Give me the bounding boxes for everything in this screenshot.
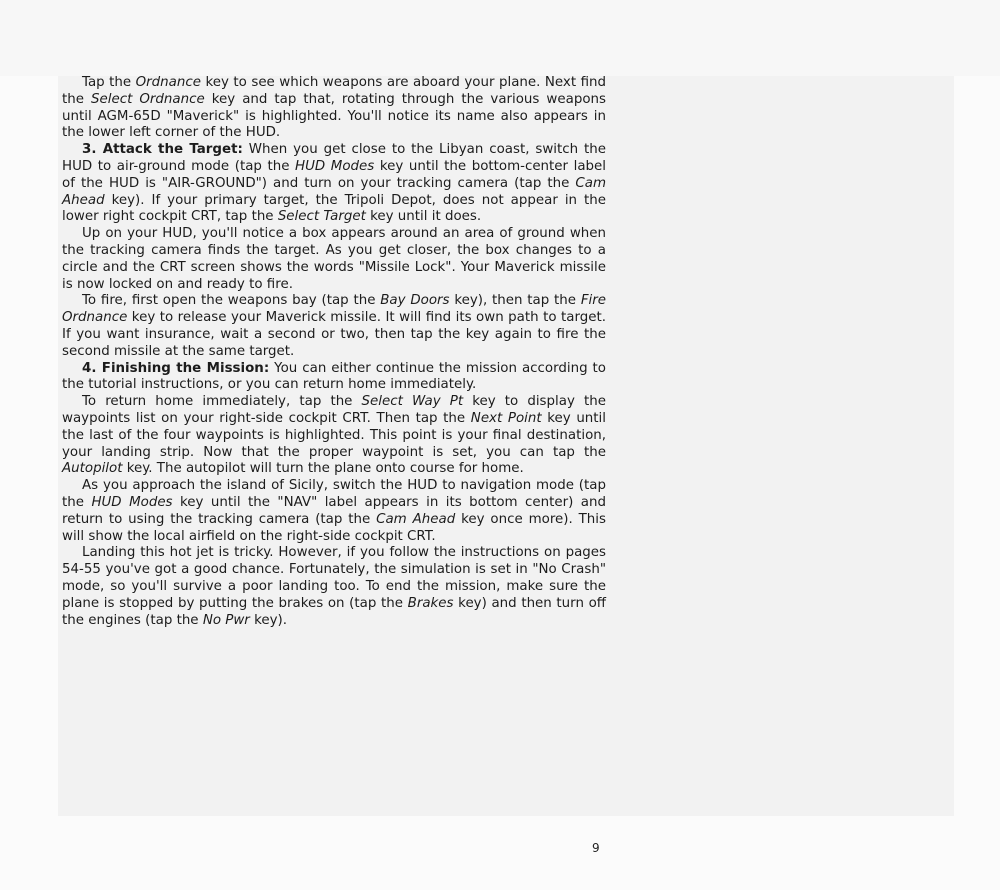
key-name: Fire Ordnance: [62, 293, 606, 326]
paragraph-fire-missile: [62, 293, 606, 360]
key-name: Select Ordnance: [91, 91, 205, 107]
body-text: key. The autopilot will turn the plane onto course for home.: [122, 461, 524, 477]
body-text: key), then tap the: [449, 293, 581, 309]
key-name: Next Point: [470, 410, 542, 426]
paragraph-approach-sicily: [62, 478, 606, 545]
paragraph-hud-target-box: [62, 226, 606, 293]
key-name: Bay Doors: [380, 293, 450, 309]
key-name: Brakes: [407, 595, 454, 611]
paragraph-landing: [62, 545, 606, 629]
key-name: Ordnance: [135, 75, 201, 90]
page-number: 9: [592, 841, 600, 855]
body-text: key and tap that, rotating through the various weapons until AGM-65D "Maverick" is highlighted. You'll notice its name also appears in the lower left corner of the HUD.: [62, 91, 606, 141]
body-text: As you approach the island of Sicily, switch the HUD to navigation mode (tap the: [62, 478, 606, 510]
body-text: key to see which weapons are aboard your plane. Next find the: [62, 75, 606, 107]
paragraph-finishing-the-mission: [62, 361, 606, 395]
body-text: key once more). This will show the local airfield on the right-side cockpit CRT.: [62, 511, 606, 544]
key-name: No Pwr: [202, 612, 250, 628]
body-text: You can either continue the mission according to the tutorial instructions, or you can return home immediately.: [62, 360, 606, 393]
body-text: Up on your HUD, you'll notice a box appears around an area of ground when the tracking camera finds the target. As you get closer, the box changes to a circle and the CRT screen shows the words "Missile Lock". Your Maverick missile is now locked on and ready to fire.: [62, 226, 606, 292]
body-text: key to release your Maverick missile. It will find its own path to target. If you want insurance, wait a second or two, then tap the key again to fire the second missile at the same target.: [62, 310, 606, 359]
key-name: Select Target: [277, 209, 366, 225]
body-text: key until the "NAV" label appears in its bottom center) and return to using the tracking camera (tap the: [62, 494, 607, 527]
paragraph-ordnance: [62, 75, 606, 142]
page-top-margin: [0, 0, 1000, 76]
body-text: key) and then turn off the engines (tap the: [62, 595, 606, 628]
body-text: key to display the waypoints list on your right-side cockpit CRT. Then tap the: [62, 394, 606, 426]
body-text: key until the last of the four waypoints is highlighted. This point is your final destination, your landing strip. Now that the proper waypoint is set, you can tap the: [62, 410, 606, 460]
key-name: Cam Ahead: [62, 175, 606, 208]
paragraph-attack-the-target: [62, 142, 606, 226]
body-text: When you get close to the Libyan coast, switch the HUD to air-ground mode (tap the: [62, 142, 606, 174]
key-name: Select Way Pt: [361, 394, 464, 410]
body-text: key until the bottom-center label of the HUD is "AIR-GROUND") and turn on your tracking camera (tap the: [62, 158, 607, 191]
body-text: Tap the: [82, 75, 136, 90]
body-text: To fire, first open the weapons bay (tap the: [82, 293, 381, 309]
paragraph-return-home: [62, 394, 606, 478]
section-heading: 4. Finishing the Mission:: [82, 360, 270, 376]
body-text: key).: [249, 612, 287, 628]
key-name: Cam Ahead: [376, 511, 456, 527]
key-name: HUD Modes: [91, 494, 173, 510]
manual-text-column: [62, 75, 606, 629]
body-text: To return home immediately, tap the: [82, 394, 362, 410]
key-name: Autopilot: [62, 461, 123, 477]
section-heading: 3. Attack the Target:: [82, 142, 243, 158]
key-name: HUD Modes: [295, 158, 375, 174]
body-text: Landing this hot jet is tricky. However, if you follow the instructions on pages 54-55 you've got a good chance. Fortunately, the simulation is set in "No Crash" mode, so you'll survive a poor landing too. To end the mission, make sure the plane is stopped by putting the brakes on (tap the: [62, 545, 606, 611]
body-text: key). If your primary target, the Tripoli Depot, does not appear in the lower right cockpit CRT, tap the: [62, 192, 606, 225]
body-text: key until it does.: [365, 209, 482, 225]
